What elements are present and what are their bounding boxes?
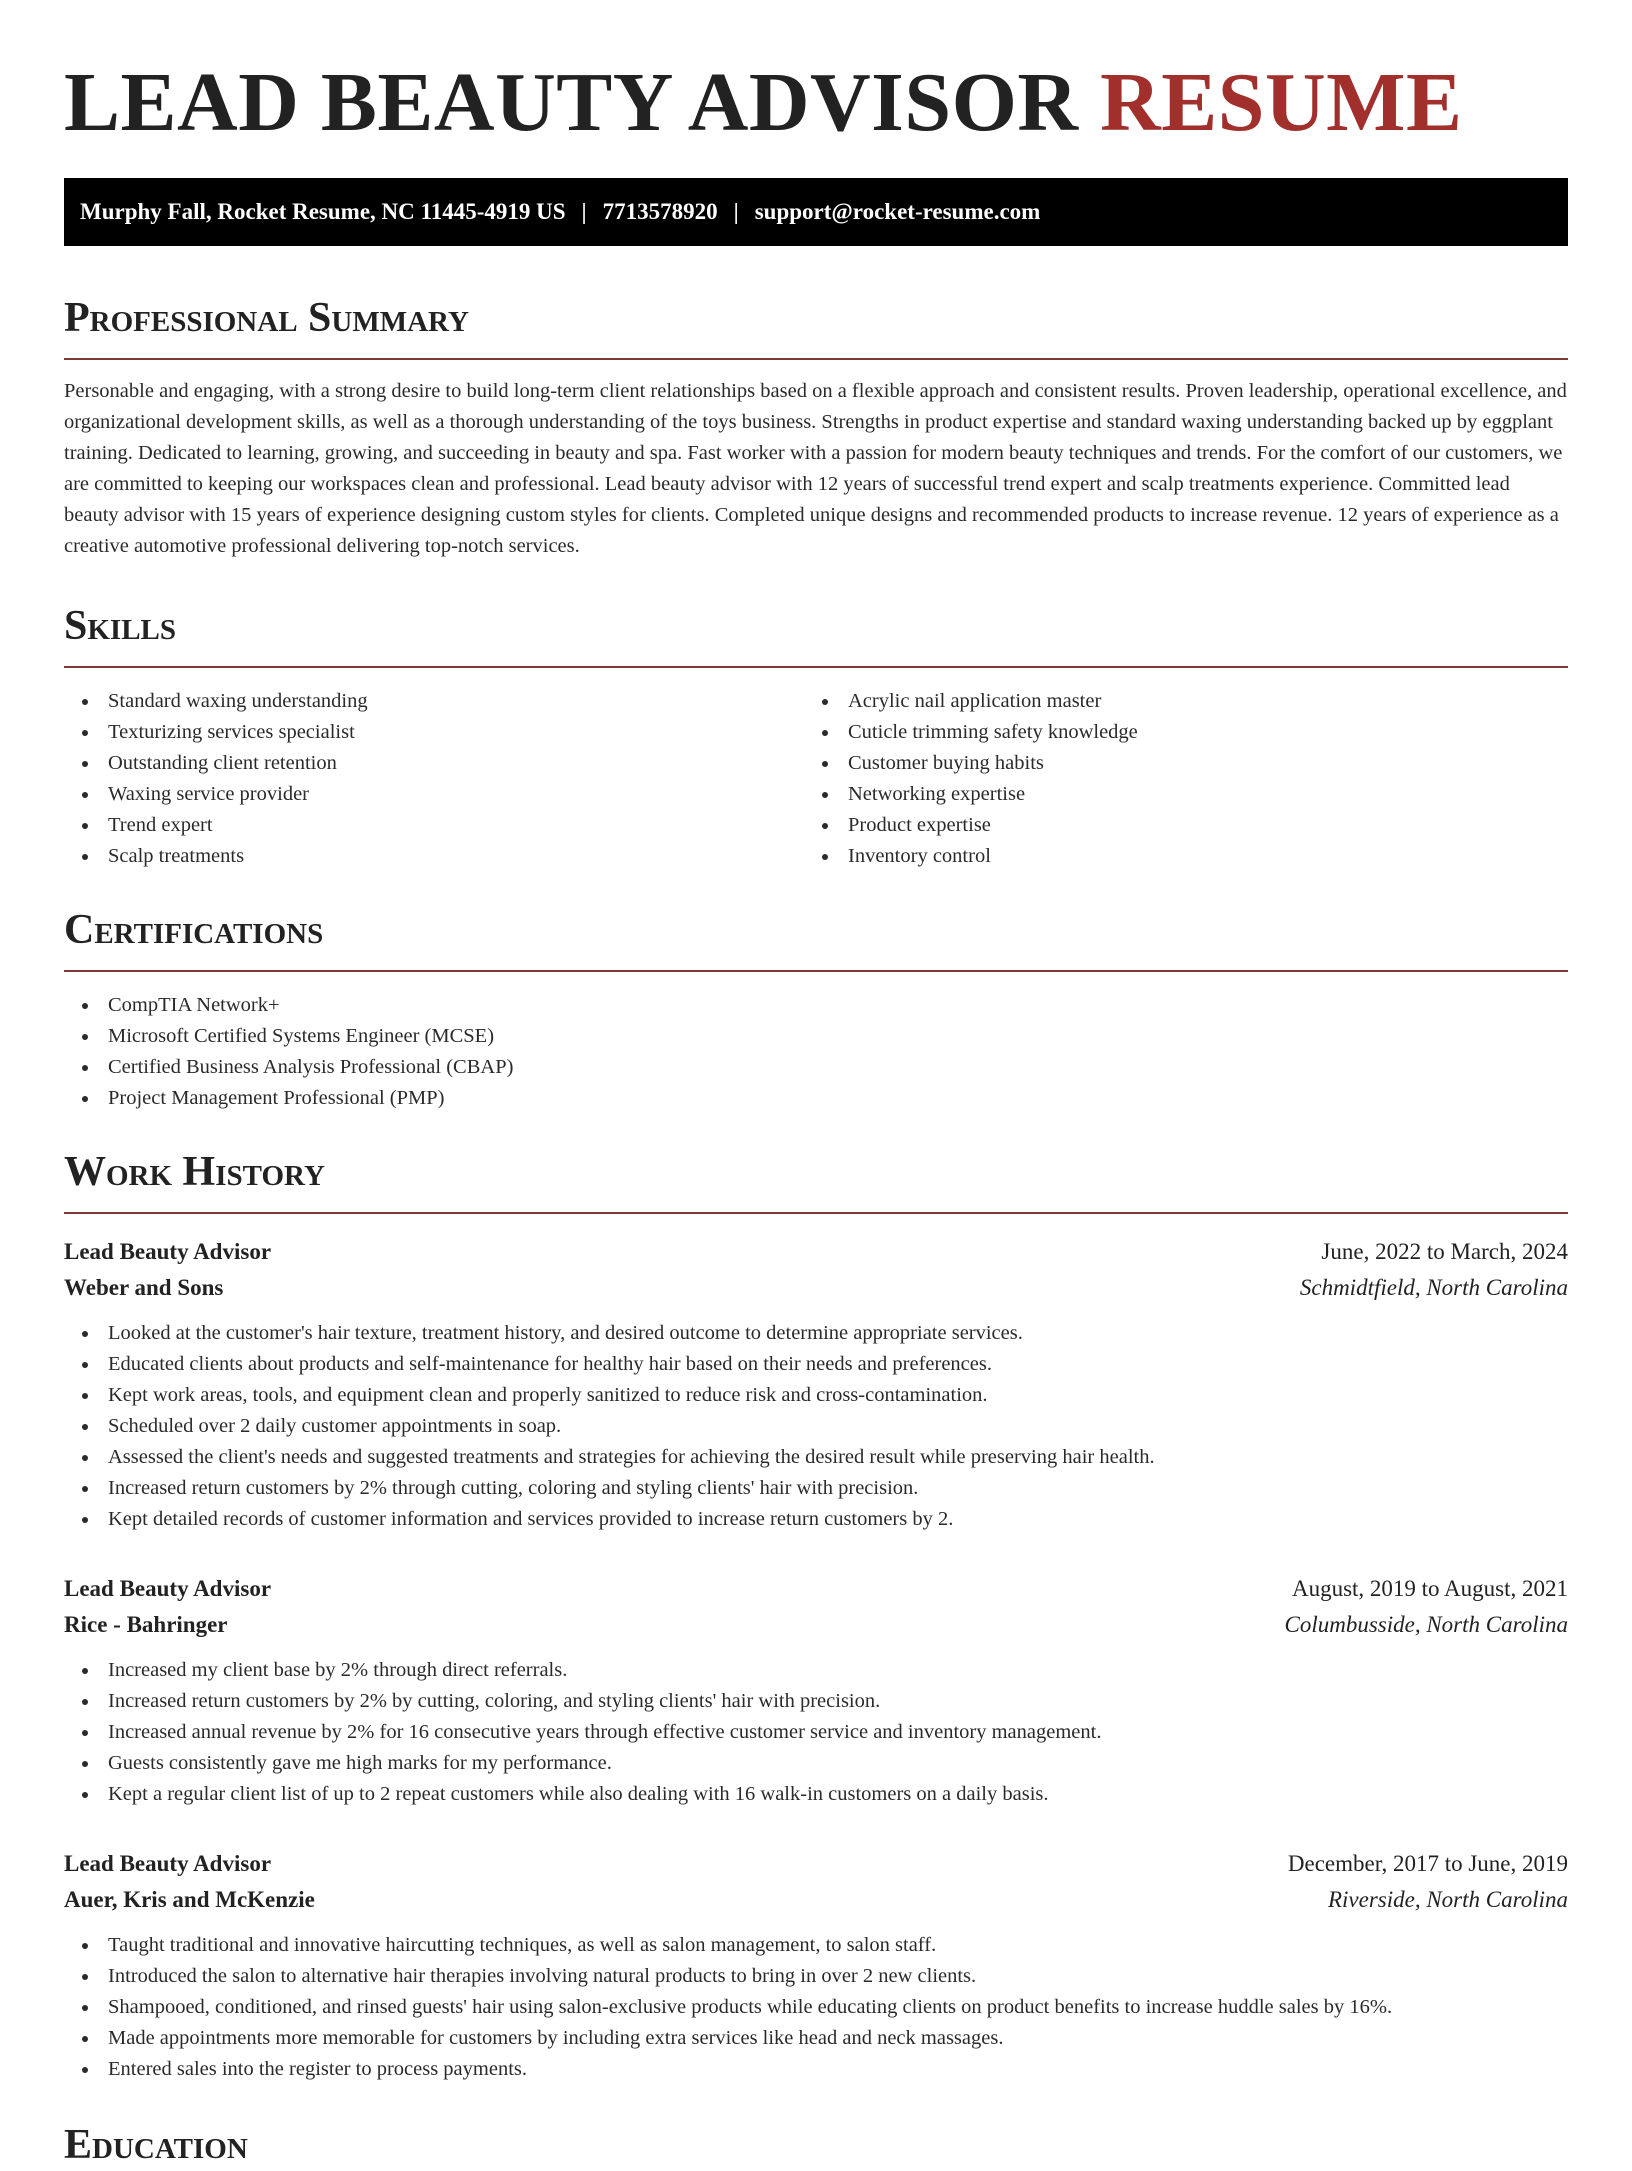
- skills-list-right: [804, 686, 1544, 872]
- job-company: Weber and Sons: [64, 1275, 224, 1300]
- work-history-section: [64, 1146, 1568, 2085]
- certification-item: Certified Business Analysis Professional (CBAP): [64, 1052, 1568, 1083]
- skill-item: Acrylic nail application master: [804, 686, 1544, 717]
- job-company-row: [64, 1270, 1568, 1306]
- skill-item: Standard waxing understanding: [64, 686, 804, 717]
- job-duties-list: [64, 1318, 1568, 1535]
- section-heading-certifications: Certifications: [64, 907, 324, 953]
- skill-item: Texturizing services specialist: [64, 717, 804, 748]
- job-dates: June, 2022 to March, 2024: [1321, 1239, 1568, 1264]
- skill-item: Cuticle trimming safety knowledge: [804, 717, 1544, 748]
- certification-item: Project Management Professional (PMP): [64, 1083, 1568, 1114]
- section-heading-work-history: Work History: [64, 1149, 325, 1195]
- certifications-list: [64, 990, 1568, 1114]
- skill-item: Trend expert: [64, 810, 804, 841]
- title-accent: RESUME: [1100, 56, 1463, 149]
- skill-item: Product expertise: [804, 810, 1544, 841]
- job-duty-item: Looked at the customer's hair texture, treatment history, and desired outcome to determine appropriate services.: [64, 1318, 1568, 1349]
- job-company: Rice - Bahringer: [64, 1612, 228, 1637]
- job-entry: [64, 1234, 1568, 1535]
- education-section: [64, 2119, 1568, 2171]
- summary-section: [64, 292, 1568, 562]
- job-title: Lead Beauty Advisor: [64, 1576, 272, 1601]
- section-divider: [64, 666, 1568, 668]
- section-heading-education: Education: [64, 2122, 248, 2168]
- contact-bar: [64, 178, 1568, 246]
- resume-page: [64, 0, 1568, 2171]
- job-duty-item: Increased return customers by 2% by cutting, coloring, and styling clients' hair with precision.: [64, 1686, 1568, 1717]
- contact-address: Murphy Fall, Rocket Resume, NC 11445-4919 US: [80, 199, 566, 224]
- job-location: Riverside, North Carolina: [1327, 1887, 1568, 1912]
- job-duty-item: Taught traditional and innovative haircutting techniques, as well as salon management, to salon staff.: [64, 1930, 1568, 1961]
- contact-email: support@rocket-resume.com: [754, 199, 1041, 224]
- job-title: Lead Beauty Advisor: [64, 1239, 272, 1264]
- skill-item: Inventory control: [804, 841, 1544, 872]
- job-header-row: [64, 1846, 1568, 1882]
- job-duty-item: Made appointments more memorable for customers by including extra services like head and neck massages.: [64, 2023, 1568, 2054]
- job-company: Auer, Kris and McKenzie: [64, 1887, 315, 1912]
- job-header-row: [64, 1571, 1568, 1607]
- job-duty-item: Kept work areas, tools, and equipment clean and properly sanitized to reduce risk and cross-contamination.: [64, 1380, 1568, 1411]
- resume-title: [64, 0, 1568, 152]
- skill-item: Waxing service provider: [64, 779, 804, 810]
- skill-item: Scalp treatments: [64, 841, 804, 872]
- job-duty-item: Shampooed, conditioned, and rinsed guests' hair using salon-exclusive products while educating clients on product benefits to increase huddle sales by 16%.: [64, 1992, 1568, 2023]
- certifications-section: [64, 904, 1568, 1114]
- job-duty-item: Assessed the client's needs and suggested treatments and strategies for achieving the desired result while preserving hair health.: [64, 1442, 1568, 1473]
- job-duty-item: Guests consistently gave me high marks for my performance.: [64, 1748, 1568, 1779]
- section-divider: [64, 358, 1568, 360]
- section-divider: [64, 970, 1568, 972]
- job-duties-list: [64, 1655, 1568, 1810]
- job-duty-item: Educated clients about products and self-maintenance for healthy hair based on their needs and preferences.: [64, 1349, 1568, 1380]
- job-entry: [64, 1571, 1568, 1810]
- job-header-row: [64, 1234, 1568, 1270]
- skills-grid: [64, 686, 1568, 872]
- job-duties-list: [64, 1930, 1568, 2085]
- job-dates: December, 2017 to June, 2019: [1287, 1851, 1568, 1876]
- job-entry: [64, 1846, 1568, 2085]
- contact-separator: |: [733, 199, 739, 224]
- title-main: LEAD BEAUTY ADVISOR: [64, 56, 1079, 149]
- skills-list-left: [64, 686, 804, 872]
- job-company-row: [64, 1607, 1568, 1643]
- section-heading-skills: Skills: [64, 603, 177, 649]
- job-duty-item: Kept a regular client list of up to 2 repeat customers while also dealing with 16 walk-in customers on a daily basis.: [64, 1779, 1568, 1810]
- job-duty-item: Entered sales into the register to process payments.: [64, 2054, 1568, 2085]
- job-duty-item: Increased return customers by 2% through cutting, coloring and styling clients' hair with precision.: [64, 1473, 1568, 1504]
- section-heading-summary: Professional Summary: [64, 295, 469, 341]
- job-duty-item: Increased my client base by 2% through direct referrals.: [64, 1655, 1568, 1686]
- job-title: Lead Beauty Advisor: [64, 1851, 272, 1876]
- job-company-row: [64, 1882, 1568, 1918]
- job-dates: August, 2019 to August, 2021: [1291, 1576, 1568, 1601]
- job-duty-item: Increased annual revenue by 2% for 16 consecutive years through effective customer service and inventory management.: [64, 1717, 1568, 1748]
- summary-text: Personable and engaging, with a strong desire to build long-term client relationships based on a flexible approach and consistent results. Proven leadership, operational excellence, and organizational development skills, as well as a thorough understanding of the toys business. Strengths in product expertise and standard waxing understanding backed up by eggplant training. Dedicated to learning, growing, and succeeding in beauty and spa. Fast worker with a passion for modern beauty techniques and trends. For the comfort of our customers, we are committed to keeping our workspaces clean and professional. Lead beauty advisor with 12 years of successful trend expert and scalp treatments experience. Committed lead beauty advisor with 15 years of experience designing custom styles for clients. Completed unique designs and recommended products to increase revenue. 12 years of experience as a creative automotive professional delivering top-notch services.: [64, 380, 1567, 557]
- job-location: Schmidtfield, North Carolina: [1299, 1275, 1568, 1300]
- skill-item: Networking expertise: [804, 779, 1544, 810]
- job-location: Columbusside, North Carolina: [1284, 1612, 1568, 1637]
- skill-item: Outstanding client retention: [64, 748, 804, 779]
- job-duty-item: Introduced the salon to alternative hair therapies involving natural products to bring in over 2 new clients.: [64, 1961, 1568, 1992]
- skill-item: Customer buying habits: [804, 748, 1544, 779]
- contact-separator: |: [581, 199, 587, 224]
- certification-item: CompTIA Network+: [64, 990, 1568, 1021]
- section-divider: [64, 1212, 1568, 1214]
- job-duty-item: Scheduled over 2 daily customer appointments in soap.: [64, 1411, 1568, 1442]
- skills-section: [64, 600, 1568, 872]
- job-duty-item: Kept detailed records of customer information and services provided to increase return customers by 2.: [64, 1504, 1568, 1535]
- contact-phone: 7713578920: [602, 199, 718, 224]
- certification-item: Microsoft Certified Systems Engineer (MCSE): [64, 1021, 1568, 1052]
